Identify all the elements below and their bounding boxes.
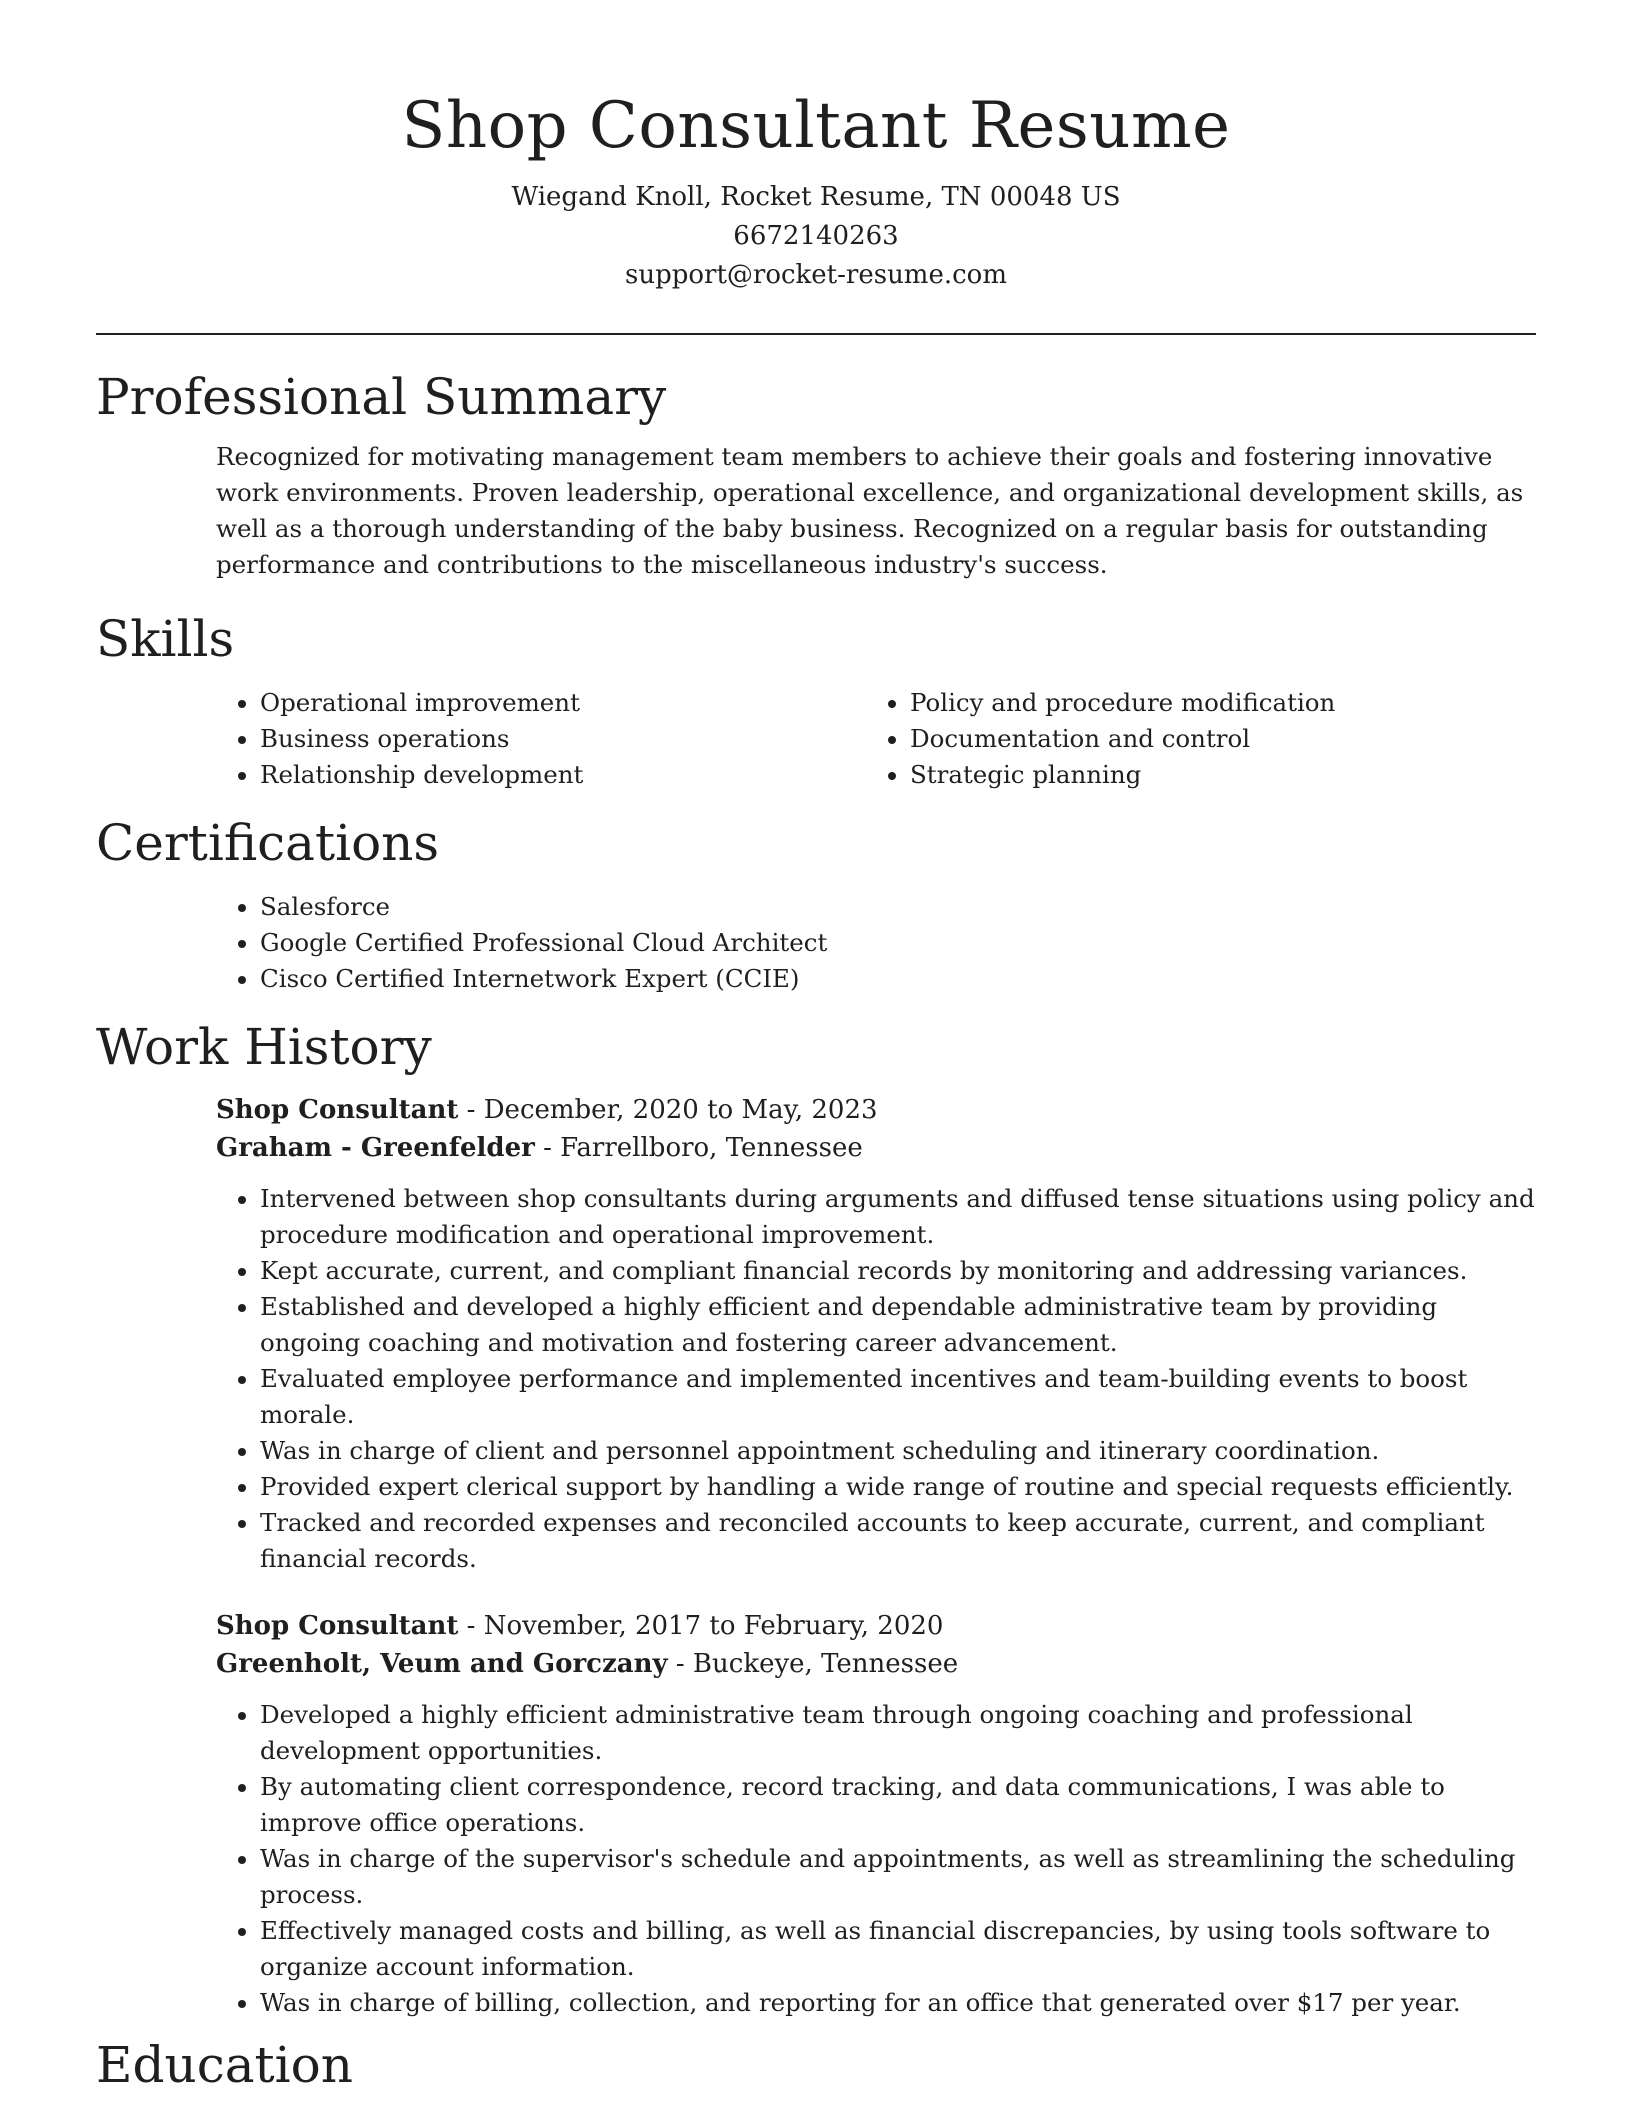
- education-section: [96, 2033, 1536, 2097]
- job-bullet: • Was in charge of client and personnel appointment scheduling and itinerary coordination.: [260, 1433, 1536, 1469]
- work-history-heading: Work History: [96, 1018, 432, 1076]
- job-bullet: • Established and developed a highly efficient and dependable administrative team by providing ongoing coaching and motivation and fostering career advancement.: [260, 1289, 1536, 1361]
- job-company-line: [216, 1645, 1536, 1683]
- skill-item: • Operational improvement: [260, 685, 866, 721]
- certifications-heading: Certifications: [96, 814, 440, 872]
- skills-heading: Skills: [96, 610, 235, 668]
- job-dates: - November, 2017 to February, 2020: [458, 1611, 944, 1641]
- education-heading: Education: [96, 2036, 353, 2094]
- certification-item: • Google Certified Professional Cloud Architect: [260, 925, 1536, 961]
- job-company-line: [216, 1129, 1536, 1167]
- contact-email: support@rocket-resume.com: [624, 260, 1007, 290]
- job-bullet: • Effectively managed costs and billing, as well as financial discrepancies, by using tools software to organize account information.: [260, 1913, 1536, 1985]
- job-bullet: • Was in charge of the supervisor's schedule and appointments, as well as streamlining the scheduling process.: [260, 1841, 1536, 1913]
- summary-section: [96, 365, 1536, 583]
- page-title: Shop Consultant Resume: [401, 89, 1231, 163]
- certification-item: • Cisco Certified Internetwork Expert (CCIE): [260, 961, 1536, 997]
- job-title: Shop Consultant: [216, 1611, 459, 1641]
- job-bullet: • Provided expert clerical support by handling a wide range of routine and special requests efficiently.: [260, 1469, 1536, 1505]
- job-entry: [216, 1091, 1536, 1577]
- job-bullet: • By automating client correspondence, record tracking, and data communications, I was able to improve office operations.: [260, 1769, 1536, 1841]
- certifications-section: [96, 811, 1536, 997]
- job-location: - Buckeye, Tennessee: [667, 1649, 959, 1679]
- job-location: - Farrellboro, Tennessee: [534, 1133, 863, 1163]
- skill-item: • Business operations: [260, 721, 866, 757]
- resume-page: [96, 0, 1536, 2097]
- skills-columns: [216, 685, 1536, 793]
- skill-item: • Strategic planning: [910, 757, 1516, 793]
- skills-list-left: [216, 685, 866, 793]
- job-title-line: [216, 1091, 1536, 1129]
- job-title-line: [216, 1607, 1536, 1645]
- job-bullet: • Tracked and recorded expenses and reconciled accounts to keep accurate, current, and compliant financial records.: [260, 1505, 1536, 1577]
- skills-list-right: [866, 685, 1516, 793]
- job-bullet: • Was in charge of billing, collection, and reporting for an office that generated over $17 per year.: [260, 1985, 1536, 2021]
- job-bullet: • Intervened between shop consultants during arguments and diffused tense situations using policy and procedure modification and operational improvement.: [260, 1181, 1536, 1253]
- job-company: Graham - Greenfelder: [216, 1133, 535, 1163]
- job-bullet: • Evaluated employee performance and implemented incentives and team-building events to boost morale.: [260, 1361, 1536, 1433]
- job-dates: - December, 2020 to May, 2023: [458, 1095, 878, 1125]
- job-bullets: [216, 1697, 1536, 2021]
- summary-heading: Professional Summary: [96, 368, 667, 426]
- resume-header: [96, 0, 1536, 295]
- certifications-list: [216, 889, 1536, 997]
- skills-section: [96, 607, 1536, 793]
- skill-item: • Policy and procedure modification: [910, 685, 1516, 721]
- contact-address: Wiegand Knoll, Rocket Resume, TN 00048 US: [511, 182, 1121, 212]
- certification-item: • Salesforce: [260, 889, 1536, 925]
- skill-item: • Relationship development: [260, 757, 866, 793]
- job-company: Greenholt, Veum and Gorczany: [216, 1649, 668, 1679]
- job-entry: [216, 1607, 1536, 2021]
- job-bullet: • Developed a highly efficient administrative team through ongoing coaching and professional development opportunities.: [260, 1697, 1536, 1769]
- header-divider: [96, 333, 1536, 335]
- job-bullet: • Kept accurate, current, and compliant financial records by monitoring and addressing variances.: [260, 1253, 1536, 1289]
- job-title: Shop Consultant: [216, 1095, 459, 1125]
- contact-block: [96, 178, 1536, 295]
- job-bullets: [216, 1181, 1536, 1577]
- skill-item: • Documentation and control: [910, 721, 1516, 757]
- work-history-section: [96, 1015, 1536, 2021]
- summary-text: Recognized for motivating management team members to achieve their goals and fostering innovative work environments. Proven leadership, operational excellence, and organizational development skills, as well as a thorough understanding of the baby business. Recognized on a regular basis for outstanding performance and contributions to the miscellaneous industry's success.: [216, 442, 1524, 579]
- contact-phone: 6672140263: [733, 221, 899, 251]
